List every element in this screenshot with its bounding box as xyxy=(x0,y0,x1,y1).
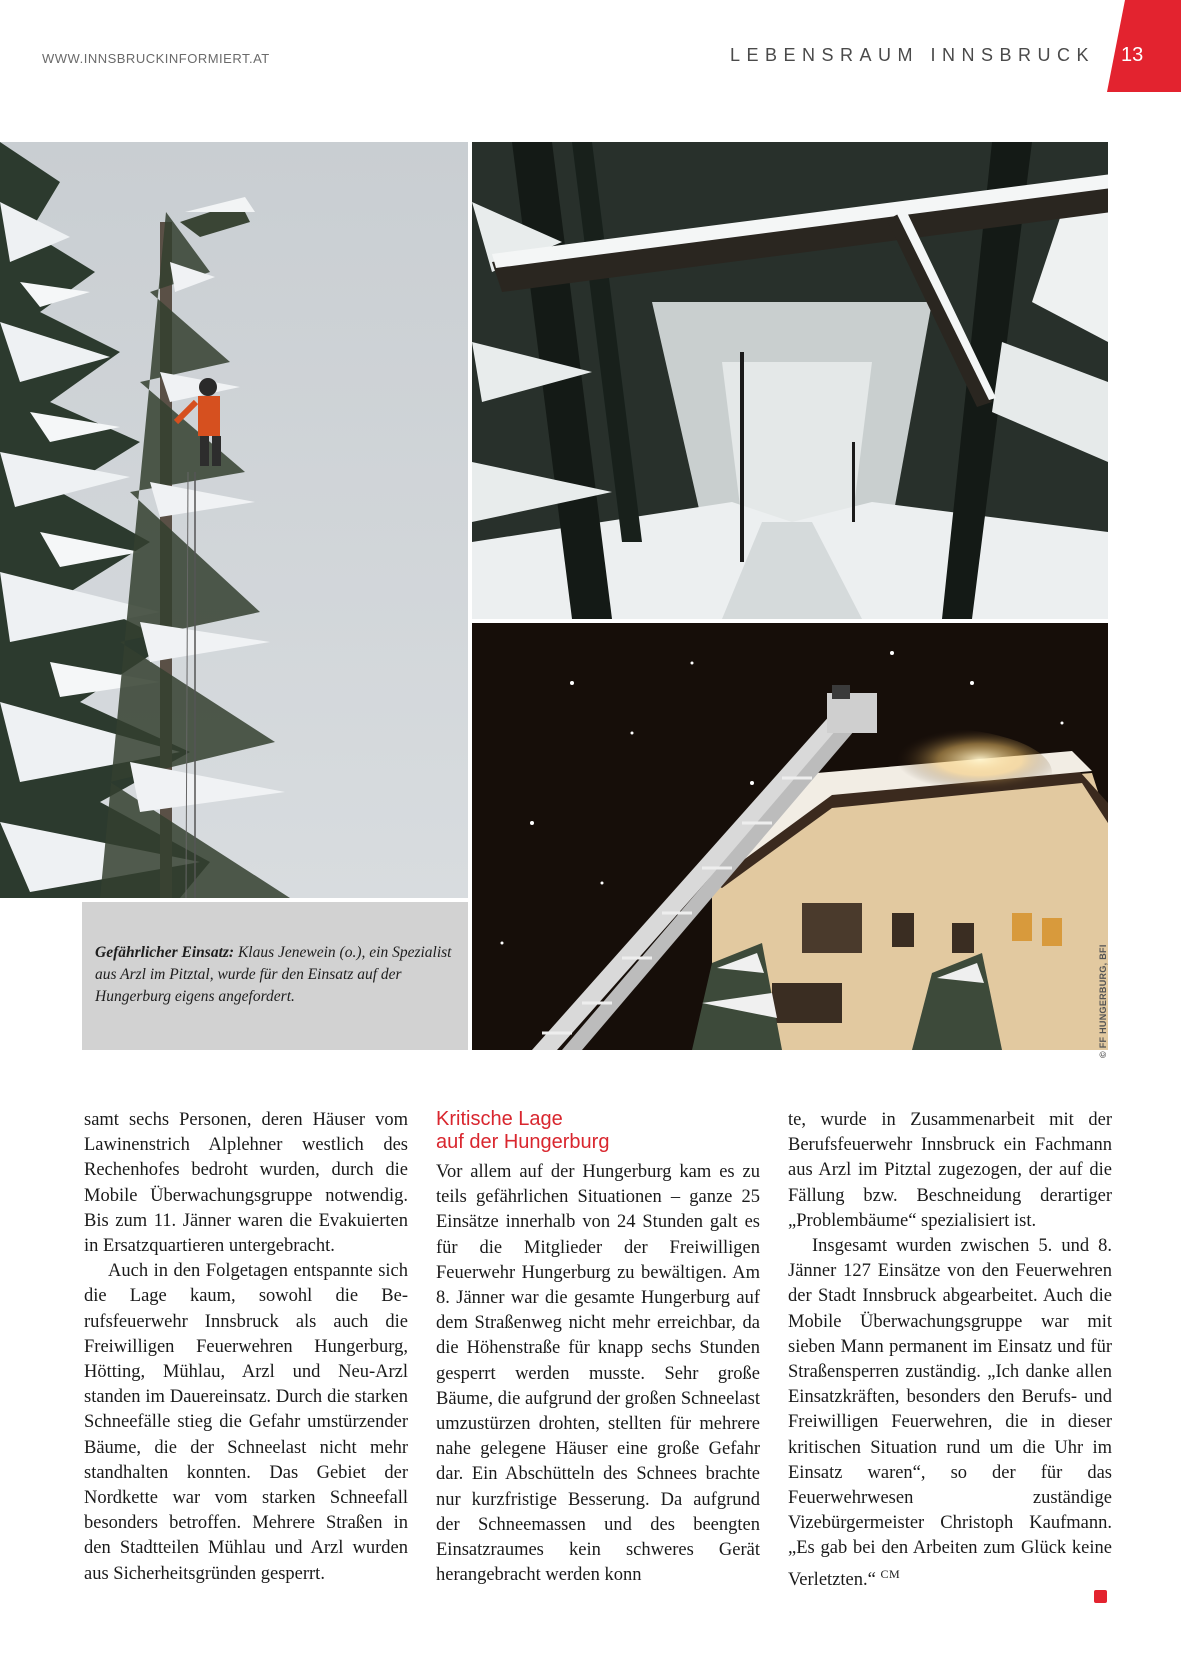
caption-body: Klaus Jenewein (o.), ein Spezialist aus Arzl im Pitztal, wurde für den Einsatz auf der Hungerburg eigens angefordert. xyxy=(95,944,452,1005)
article-column-2 xyxy=(436,1160,760,1588)
paragraph: Auch in den Folgetagen entspannte sich die Lage kaum, sowohl die Berufsfeuerwehr Innsbruck als auch die Freiwilligen Feuerwehren Hungerburg, Hötting, Mühlau, Arzl und Neu-Arzl standen im Dauereinsatz. Durch die starken Schneefälle stieg die Gefahr umstürzender Bäume, die der Schneelast nicht mehr standhalten konnten. Das Gebiet der Nordkette war vom starken Schneefall besonders betroffen. Mehrere Straßen in den Stadtteilen Mühlau und Arzl wurden aus Sicherheitsgründen gesperrt. xyxy=(84,1261,408,1584)
paragraph: te, wurde in Zusammenarbeit mit der Berufsfeuerwehr Innsbruck ein Fachmann aus Arzl im Pitztal zugezogen, der auf die Fällung bzw. Beschneidung derartiger „Problembäume“ spezialisiert ist. xyxy=(788,1110,1112,1231)
article-column-1 xyxy=(84,1108,408,1587)
paragraph-text: Insgesamt wurden zwischen 5. und 8. Jänner 127 Einsätze von den Feuerwehren der Stadt Innsbruck abgearbeitet. Auch die Mobile Überwachungsgruppe war mit sieben Mann permanent im Einsatz und für Straßensperren zuständig. „Ich danke allen Einsatzkräften, besonders den Berufs- und Freiwilligen Feuerwehren, die in dieser kritischen Situation rund um die Uhr im Einsatz waren“, so der für das Feuerwehrwesen zuständige Vizebürgermeister Christoph Kaufmann. „Es gab bei den Arbeiten zum Glück keine Verletzten.“ xyxy=(788,1236,1112,1590)
photo-credit: © FF HUNGERBURG, BFI xyxy=(1098,944,1108,1058)
end-of-article-square-icon xyxy=(1094,1590,1107,1603)
heading-line: auf der Hungerburg xyxy=(436,1131,610,1153)
author-initials: CM xyxy=(880,1566,901,1581)
paragraph: Vor allem auf der Hungerburg kam es zu teils gefährlichen Situationen – ganze 25 Einsätze innerhalb von 24 Stunden galt es für die Mitglieder der Freiwilligen Feuerwehr Hungerburg zu bewältigen. Am 8. Jänner war die gesamte Hungerburg auf dem Straßenweg nicht mehr erreichbar, da die Höhenstraße für knapp sechs Stunden gesperrt werden musste. Sehr große Bäume, die aufgrund der großen Schneelast umzustürzen drohten, stellten für mehrere nahe gelegene Häuser eine große Gefahr dar. Ein Abschütteln des Schnees brachte nur kurzfristige Besserung. Da aufgrund der Schneemassen und des beengten Einsatzraumes kein schweres Gerät herangebracht werden konn xyxy=(436,1162,760,1586)
article-column-3 xyxy=(788,1108,1112,1593)
page-number: 13 xyxy=(1121,44,1144,66)
photo-night-ladder xyxy=(472,623,1108,1050)
header-url[interactable]: WWW.INNSBRUCKINFORMIERT.AT xyxy=(42,51,270,66)
paragraph: samt sechs Personen, deren Häuser vom Lawinenstrich Alplehner westlich des Rechenhofes bedroht wurden, durch die Mobile Überwachungsgruppe notwendig. Bis zum 11. Jänner waren die Evakuierten in Ersatzquartieren untergebracht. xyxy=(84,1110,408,1257)
photo-caption xyxy=(95,942,460,1008)
section-title: LEBENSRAUM INNSBRUCK xyxy=(729,45,1095,65)
photo-tree-climber xyxy=(0,142,468,898)
photo-fallen-tree xyxy=(472,142,1108,619)
paragraph-final xyxy=(788,1234,1112,1593)
heading-line: Kritische Lage xyxy=(436,1108,563,1130)
section-heading xyxy=(436,1108,760,1154)
caption-lead: Gefährlicher Einsatz: xyxy=(95,944,235,961)
